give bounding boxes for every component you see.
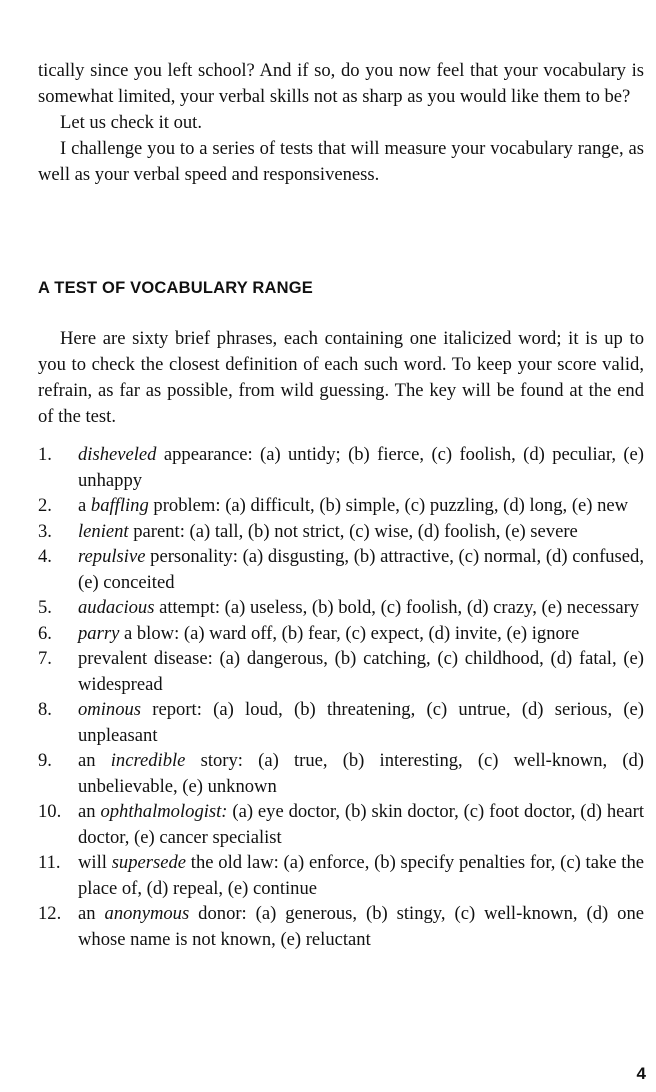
intro-paragraph-check: Let us check it out. [60,112,202,133]
item-pre: a [78,495,91,516]
test-item [38,519,644,545]
item-number: 11. [38,852,61,873]
item-italic-word: audacious [78,597,155,618]
item-number: 5. [38,597,52,618]
item-text: donor: (a) generous, (b) stingy, (c) well-known, (d) one whose name is not known, (e) reluctant [78,903,645,950]
item-text: a blow: (a) ward off, (b) fear, (c) expect, (d) invite, (e) ignore [119,622,580,644]
item-number: 12. [38,903,62,924]
test-item [38,697,644,748]
test-item [38,646,644,697]
item-italic-word: incredible [110,750,186,771]
item-text: problem: (a) difficult, (b) simple, (c) puzzling, (d) long, (e) new [148,495,629,516]
item-italic-word: repulsive [78,546,146,567]
item-text: appearance: (a) untidy; (b) fierce, (c) foolish, (d) peculiar, (e) unhappy [78,444,644,491]
test-instructions: Here are sixty brief phrases, each containing one italicized word; it is up to you to check the closest definition of each such word. To keep your score valid, refrain, as far as possible, from wild guessing. The key will be found at the end of the test. [38,328,644,427]
test-item [38,493,644,519]
intro-paragraph-challenge: I challenge you to a series of tests that will measure your vocabulary range, as well as your verbal speed and responsiveness. [38,138,644,185]
item-text: prevalent disease: (a) dangerous, (b) catching, (c) childhood, (d) fatal, (e) widespread [78,648,644,695]
item-italic-word: disheveled [78,444,157,465]
test-item [38,442,644,493]
item-italic-word: lenient [78,520,129,542]
item-italic-word: ominous [78,699,142,720]
book-page [38,58,645,950]
test-item [38,544,644,595]
item-text: story: (a) true, (b) interesting, (c) well-known, (d) unbelievable, (e) unknown [78,750,644,797]
item-number: 6. [38,622,52,644]
item-number: 2. [38,495,52,516]
item-text: attempt: (a) useless, (b) bold, (c) foolish, (d) crazy, (e) necessary [154,597,640,618]
item-text: personality: (a) disgusting, (b) attractive, (c) normal, (d) confused, (e) conceited [78,546,644,593]
item-number: 10. [38,801,62,822]
item-number: 3. [38,520,52,542]
test-item [38,621,644,647]
item-italic-word: supersede [111,852,187,873]
item-number: 4. [38,546,52,567]
test-item [38,850,644,901]
item-number: 9. [38,750,52,771]
vocabulary-test-list [38,442,644,952]
item-text: parent: (a) tall, (b) not strict, (c) wise, (d) foolish, (e) severe [128,520,578,542]
intro-paragraph-continued: tically since you left school? And if so, do you now feel that your vocabulary is somewhat limited, your verbal skills not as sharp as you would like them to be? [38,60,644,107]
test-item [38,748,644,799]
item-number: 7. [38,648,52,669]
item-text: report: (a) loud, (b) threatening, (c) untrue, (d) serious, (e) unpleasant [78,699,644,746]
item-italic-word: ophthalmologist: [100,801,228,822]
test-item [38,595,644,621]
test-item [38,901,644,952]
item-pre: an [78,750,111,771]
page-number: 4 [636,1064,646,1083]
item-italic-word: parry [78,622,120,644]
section-heading: A TEST OF VOCABULARY RANGE [38,279,314,297]
item-italic-word: baffling [90,495,149,516]
item-number: 1. [38,444,52,465]
item-text: (a) eye doctor, (b) skin doctor, (c) foot doctor, (d) heart doctor, (e) cancer specialist [78,801,644,848]
item-number: 8. [38,699,52,720]
test-item [38,799,644,850]
item-italic-word: anonymous [104,903,190,924]
item-pre: an [78,801,101,822]
item-pre: will [78,852,112,873]
item-text: the old law: (a) enforce, (b) specify penalties for, (c) take the place of, (d) repeal, (e) continue [78,852,644,899]
item-pre: an [78,903,105,924]
